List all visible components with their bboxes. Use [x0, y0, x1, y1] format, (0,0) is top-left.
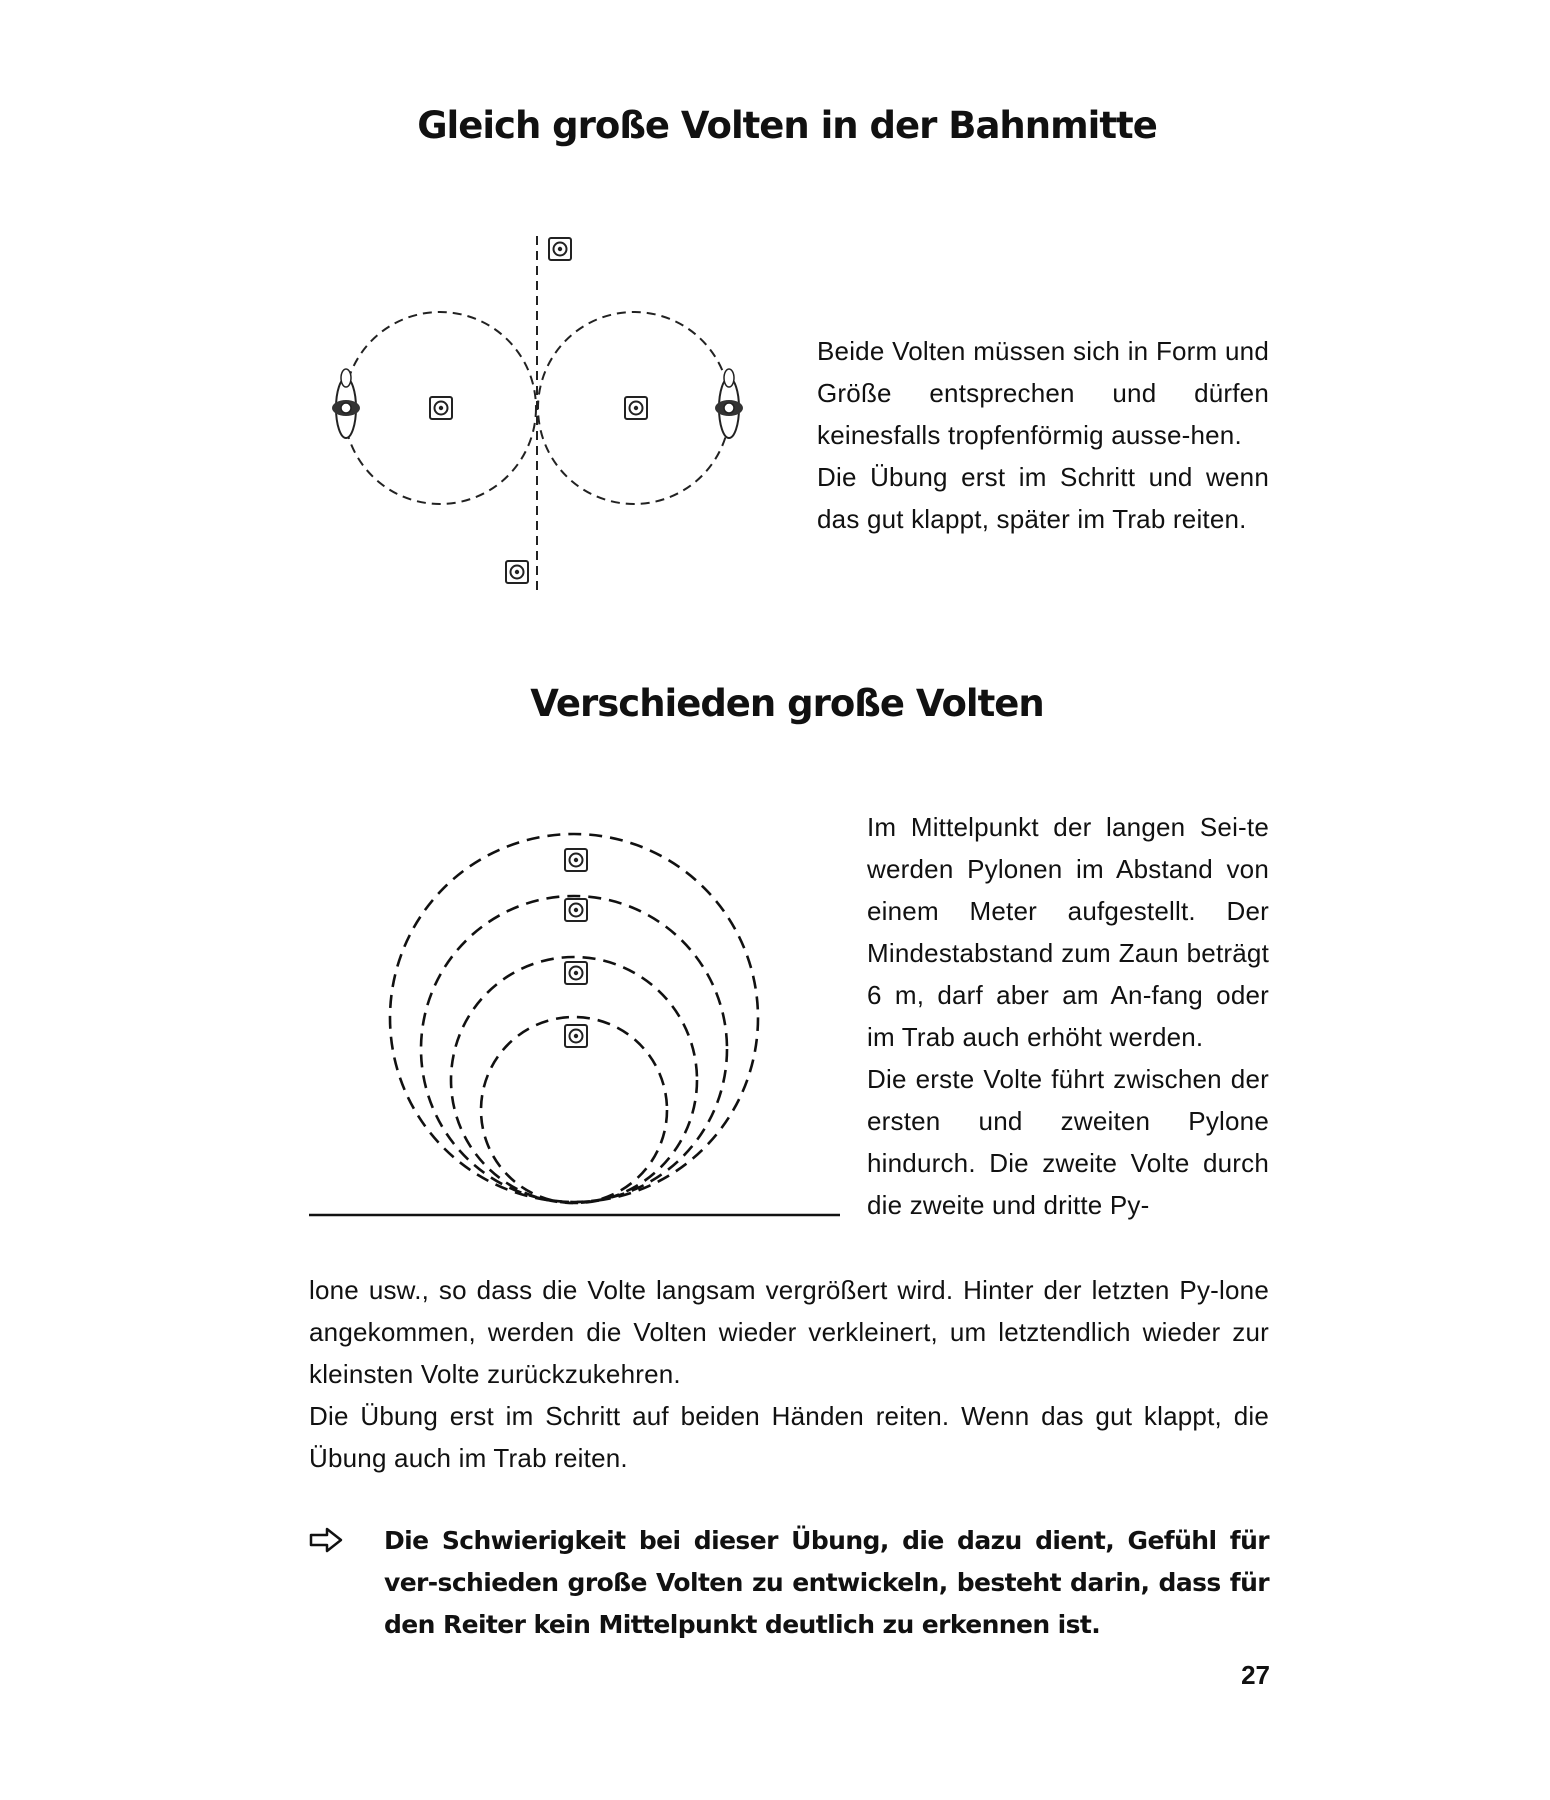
arrow-right-icon [309, 1527, 343, 1553]
heading-equal-circles: Gleich große Volten in der Bahnmitte [417, 104, 1157, 147]
circle-3-dashed [421, 896, 727, 1202]
circle-4-dashed [390, 834, 758, 1202]
text-different-circles-full [309, 1269, 1269, 1479]
paragraph: lone usw., so dass die Volte langsam vergrößert wird. Hinter der letzten Py-lone angekommen, werden die Volten wieder verkleinert, um letztendlich wieder zur kleinsten Volte zurückzukehren. [309, 1275, 1269, 1389]
pylon-icon-3 [565, 962, 587, 984]
paragraph: Die erste Volte führt zwischen der ersten und zweiten Pylone hindurch. Die zweite Volte durch die zweite und dritte Py- [867, 1064, 1269, 1220]
paragraph: Beide Volten müssen sich in Form und Größe entsprechen und dürfen keinesfalls tropfenförmig ausse-hen. [817, 336, 1269, 450]
heading-different-circles: Verschieden große Volten [530, 682, 1044, 725]
page-number: 27 [1241, 1660, 1270, 1690]
paragraph: Im Mittelpunkt der langen Sei-te werden Pylonen im Abstand von einem Meter aufgestellt. Der Mindestabstand zum Zaun beträgt 6 m, darf aber am An-fang oder im Trab auch erhöht werden. [867, 812, 1269, 1052]
pylon-icon-1 [565, 849, 587, 871]
pylon-icon-4 [565, 1025, 587, 1047]
circle-2-dashed [451, 957, 697, 1203]
text-different-circles-side [867, 806, 1269, 1226]
paragraph: Die Übung erst im Schritt und wenn das gut klappt, später im Trab reiten. [817, 462, 1269, 534]
note-paragraph: Die Schwierigkeit bei dieser Übung, die dazu dient, Gefühl für ver-schieden große Volten zu entwickeln, besteht darin, dass für den Reiter kein Mittelpunkt deutlich zu erkennen ist. [384, 1526, 1269, 1639]
note-text [384, 1520, 1269, 1646]
paragraph: Die Übung erst im Schritt auf beiden Händen reiten. Wenn das gut klappt, die Übung auch im Trab reiten. [309, 1401, 1269, 1473]
pylon-icon-2 [565, 899, 587, 921]
text-equal-circles [817, 330, 1269, 540]
